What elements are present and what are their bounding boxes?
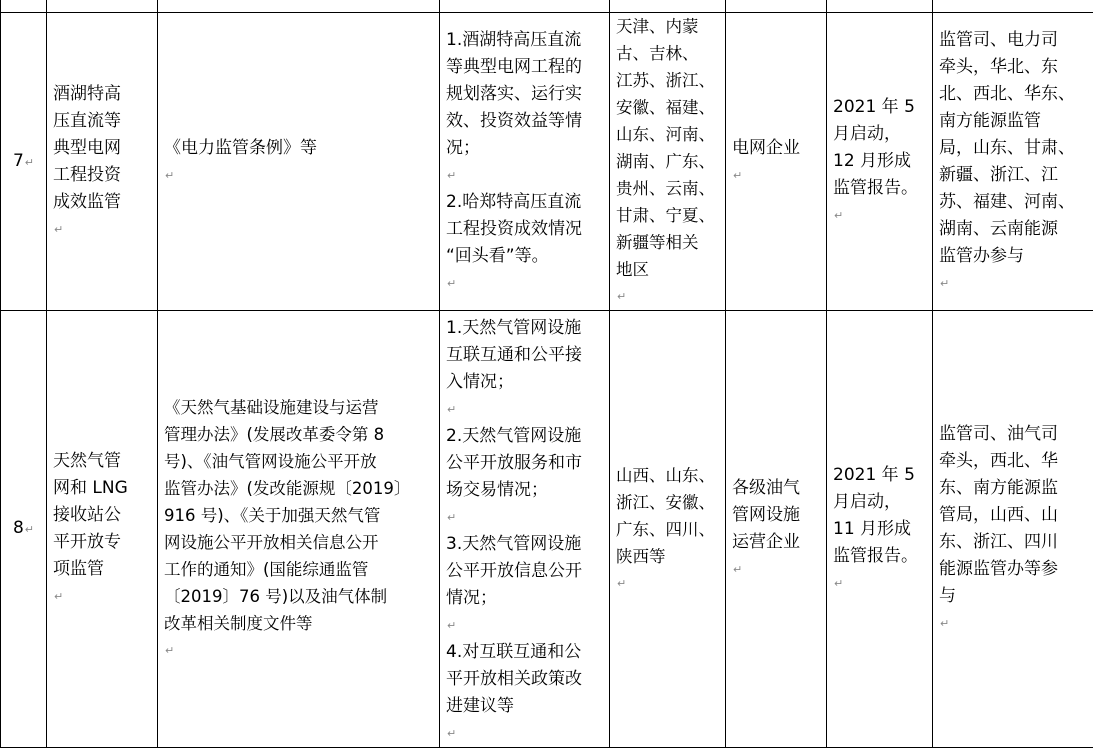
departments-cell: 监管司、电力司 牵头，华北、东 北、西北、华东、 南方能源监管 局，山东、甘肃、 新疆、浙江、江 苏、福建、河南、 湖南、云南能源 监管办参与 ↵ (933, 13, 1093, 311)
project-name-cell: 酒湖特高 压直流等 典型电网 工程投资 成效监管 ↵ (47, 13, 158, 311)
target-cell: 电网企业 ↵ (726, 13, 827, 311)
project-name-cell: 天然气管 网和 LNG 接收站公 平开放专 项监管 ↵ (47, 311, 158, 748)
content-cell: 1.酒湖特高压直流 等典型电网工程的 规划落实、运行实 效、投资效益等情 况； ↵ 2.哈郑特高压直流 工程投资成效情况 “回头看”等。 ↵ (440, 13, 610, 311)
basis-cell: 《天然气基础设施建设与运营 管理办法》(发展改革委令第 8 号)、《油气管网设施公平开放 监管办法》(发改能源规〔2019〕 916 号)、《关于加强天然气管 网设施公平开放相关信息公开 工作的通知》(国能综通监管 〔2019〕76 号)以及油气体制 改革相关制度文件等 ↵ (158, 311, 440, 748)
row-number: 7↵ (1, 13, 47, 311)
timeline-cell: 2021 年 5 月启动， 11 月形成 监管报告。 ↵ (827, 311, 933, 748)
table-row (1, 311, 1093, 748)
previous-row-fragment (1, 0, 1093, 13)
content-cell: 1.天然气管网设施 互联互通和公平接 入情况； ↵ 2.天然气管网设施 公平开放服务和市 场交易情况； ↵ 3.天然气管网设施 公平开放信息公开 情况； ↵ 4.对互联互通和公 平开放相关政策改 进建议等 ↵ (440, 311, 610, 748)
departments-cell: 监管司、油气司 牵头，西北、华 东、南方能源监 管局，山西、山 东、浙江、四川 能源监管办等参 与 ↵ (933, 311, 1093, 748)
basis-cell: 《电力监管条例》等 ↵ (158, 13, 440, 311)
regions-cell: 天津、内蒙 古、吉林、 江苏、浙江、 安徽、福建、 山东、河南、 湖南、广东、 贵州、云南、 甘肃、宁夏、 新疆等相关 地区 ↵ (610, 13, 726, 311)
timeline-cell: 2021 年 5 月启动， 12 月形成 监管报告。 ↵ (827, 13, 933, 311)
row-number: 8↵ (1, 311, 47, 748)
target-cell: 各级油气 管网设施 运营企业 ↵ (726, 311, 827, 748)
table-row (1, 13, 1093, 311)
regions-cell: 山西、山东、 浙江、安徽、 广东、四川、 陕西等 ↵ (610, 311, 726, 748)
